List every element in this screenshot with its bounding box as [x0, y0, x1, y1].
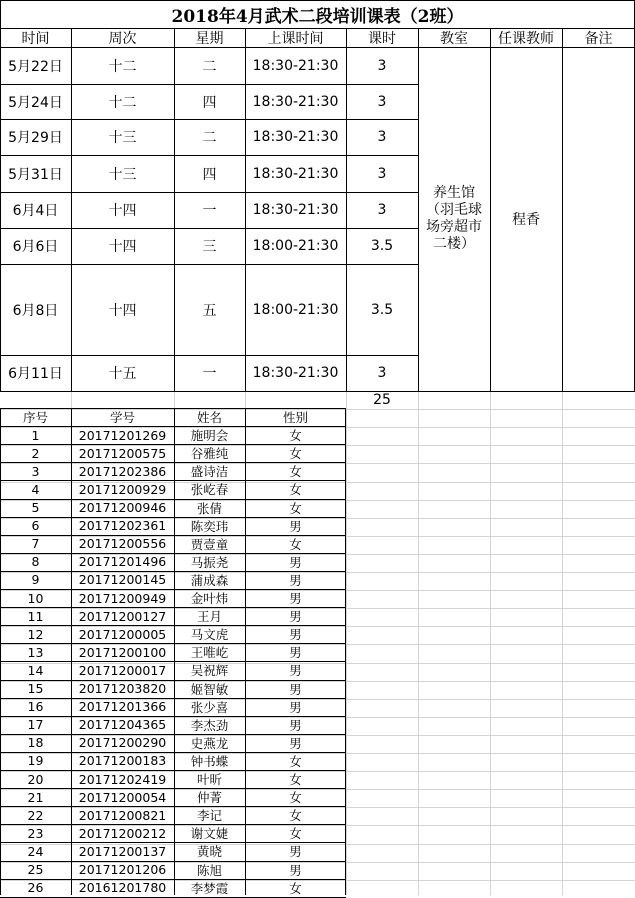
roster-cell-name: 金叶炜 — [190, 591, 229, 607]
roster-header-cell: 学号 — [109, 410, 135, 426]
roster-cell-id: 20171201269 — [78, 427, 167, 443]
roster-cell-id: 20171200100 — [78, 644, 167, 660]
roster-cell-no: 25 — [27, 862, 44, 878]
roster-cell-name: 吴祝辉 — [190, 663, 229, 679]
roster-cell-no: 18 — [27, 735, 44, 751]
roster-cell-gender: 女 — [289, 446, 302, 462]
roster-cell-name: 谢文婕 — [190, 826, 229, 842]
notes-cell — [562, 47, 635, 391]
roster-cell-id: 20171200005 — [78, 626, 167, 642]
schedule-cell-hours: 3.5 — [370, 238, 394, 254]
roster-cell-name: 王唯屹 — [190, 645, 229, 661]
schedule-cell-week: 十二 — [108, 94, 137, 111]
roster-cell-name: 李记 — [196, 808, 222, 824]
roster-cell-name: 李梦霞 — [190, 880, 229, 896]
roster-cell-gender: 男 — [289, 699, 302, 715]
schedule-cell-date: 6月8日 — [12, 302, 59, 319]
schedule-cell-date: 5月31日 — [8, 166, 63, 183]
roster-cell-gender: 女 — [289, 753, 302, 769]
roster-cell-gender: 女 — [289, 772, 302, 788]
roster-cell-gender: 男 — [289, 735, 302, 751]
roster-cell-name: 李杰劲 — [190, 717, 229, 733]
roster-cell-id: 20171200946 — [78, 500, 167, 516]
roster-cell-name: 仲菁 — [196, 790, 222, 806]
schedule-cell-date: 5月22日 — [8, 58, 63, 75]
roster-cell-id: 20171200137 — [78, 843, 167, 859]
schedule-cell-weekday: 一 — [202, 366, 217, 382]
schedule-cell-weekday: 四 — [202, 94, 217, 111]
schedule-cell-hours: 3 — [377, 202, 387, 218]
roster-cell-no: 22 — [27, 807, 44, 823]
teacher-cell: 程香 — [512, 212, 540, 228]
gridline — [562, 391, 563, 895]
roster-cell-name: 张少喜 — [190, 699, 229, 715]
roster-cell-id: 20171200212 — [78, 825, 167, 841]
schedule-cell-date: 5月29日 — [8, 130, 63, 146]
schedule-header-cell: 任课教师 — [498, 31, 554, 47]
schedule-cell-date: 5月24日 — [8, 94, 63, 111]
roster-cell-gender: 女 — [289, 464, 302, 480]
roster-cell-gender: 女 — [289, 536, 302, 552]
schedule-cell-hours: 3 — [377, 365, 387, 381]
schedule-cell-weekday: 一 — [202, 203, 217, 219]
schedule-cell-time: 18:30-21:30 — [252, 129, 339, 145]
roster-cell-id: 20161201780 — [78, 880, 167, 896]
roster-cell-no: 24 — [27, 843, 44, 859]
schedule-cell-weekday: 三 — [202, 239, 217, 255]
roster-cell-gender: 男 — [289, 645, 302, 661]
schedule-cell-week: 十四 — [108, 302, 137, 319]
roster-cell-no: 14 — [27, 662, 44, 678]
roster-cell-gender: 男 — [289, 717, 302, 733]
roster-cell-no: 17 — [27, 717, 44, 733]
roster-cell-no: 16 — [27, 699, 44, 715]
schedule-cell-week: 十三 — [108, 166, 137, 183]
schedule-header-cell: 周次 — [108, 31, 137, 47]
roster-cell-id: 20171202419 — [78, 771, 167, 787]
schedule-cell-weekday: 四 — [202, 166, 217, 183]
roster-cell-name: 谷雅纯 — [190, 446, 229, 462]
roster-cell-gender: 男 — [289, 844, 302, 860]
roster-cell-id: 20171200575 — [78, 445, 167, 461]
roster-cell-name: 陈旭 — [196, 862, 222, 878]
gridline — [346, 391, 347, 895]
schedule-header-cell: 教室 — [440, 31, 468, 47]
page-title: 2018年4月武术二段培训课表（2班） — [171, 7, 464, 27]
roster-cell-gender: 女 — [289, 428, 302, 444]
schedule-cell-week: 十四 — [108, 203, 137, 219]
total-hours-cell: 25 — [373, 392, 391, 408]
roster-cell-id: 20171204365 — [78, 717, 167, 733]
roster-cell-no: 20 — [27, 771, 44, 787]
roster-cell-gender: 女 — [289, 808, 302, 824]
roster-cell-no: 3 — [31, 463, 40, 479]
schedule-cell-week: 十二 — [108, 58, 137, 75]
roster-cell-id: 20171201206 — [78, 862, 167, 878]
schedule-cell-weekday: 二 — [202, 58, 217, 75]
gridline — [418, 391, 419, 895]
roster-cell-id: 20171202361 — [78, 518, 167, 534]
roster-cell-id: 20171200145 — [78, 572, 167, 588]
schedule-cell-hours: 3.5 — [370, 301, 394, 318]
schedule-cell-time: 18:00-21:30 — [252, 301, 339, 318]
roster-cell-gender: 男 — [289, 627, 302, 643]
roster-cell-id: 20171200949 — [78, 590, 167, 606]
roster-cell-gender: 男 — [289, 518, 302, 534]
roster-cell-name: 张倩 — [196, 500, 222, 516]
roster-cell-id: 20171203820 — [78, 681, 167, 697]
roster-cell-id: 20171200017 — [78, 662, 167, 678]
gridline — [490, 391, 491, 895]
roster-cell-id: 20171200821 — [78, 807, 167, 823]
roster-cell-gender: 女 — [289, 500, 302, 516]
roster-cell-gender: 男 — [289, 609, 302, 625]
roster-cell-no: 1 — [31, 427, 40, 443]
roster-cell-no: 13 — [27, 644, 44, 660]
roster-cell-gender: 女 — [289, 880, 302, 896]
schedule-cell-hours: 3 — [377, 93, 387, 110]
roster-cell-gender: 男 — [289, 681, 302, 697]
schedule-cell-time: 18:30-21:30 — [252, 365, 339, 381]
schedule-cell-week: 十五 — [108, 366, 137, 382]
roster-cell-id: 20171200556 — [78, 536, 167, 552]
roster-cell-no: 10 — [27, 590, 44, 606]
roster-header-cell: 序号 — [22, 410, 48, 426]
roster-cell-no: 12 — [27, 626, 44, 642]
classroom-cell: 养生馆（羽毛球场旁超市二楼） — [426, 185, 482, 252]
roster-header-cell: 姓名 — [196, 410, 222, 426]
schedule-cell-week: 十四 — [108, 239, 137, 255]
schedule-header-cell: 备注 — [584, 31, 613, 47]
roster-cell-name: 施明会 — [190, 428, 229, 444]
roster-cell-gender: 男 — [289, 862, 302, 878]
roster-cell-no: 6 — [31, 518, 40, 534]
schedule-cell-week: 十三 — [108, 130, 137, 146]
roster-cell-no: 11 — [27, 608, 44, 624]
roster-cell-name: 蒲成森 — [190, 572, 229, 588]
roster-cell-name: 陈奕玮 — [190, 518, 229, 534]
roster-cell-id: 20171200929 — [78, 481, 167, 497]
roster-cell-name: 盛诗洁 — [190, 464, 229, 480]
roster-cell-name: 史燕龙 — [190, 735, 229, 751]
roster-cell-name: 马文虎 — [190, 627, 229, 643]
roster-cell-no: 9 — [31, 572, 40, 588]
roster-cell-name: 王月 — [196, 609, 222, 625]
roster-cell-gender: 男 — [289, 663, 302, 679]
schedule-cell-time: 18:30-21:30 — [252, 165, 339, 182]
roster-cell-no: 7 — [31, 536, 40, 552]
roster-cell-id: 20171201496 — [78, 554, 167, 570]
schedule-cell-hours: 3 — [377, 129, 387, 145]
schedule-cell-date: 6月6日 — [12, 239, 59, 255]
roster-cell-gender: 男 — [289, 572, 302, 588]
schedule-cell-weekday: 五 — [202, 302, 217, 319]
roster-cell-id: 20171201366 — [78, 699, 167, 715]
schedule-cell-time: 18:00-21:30 — [252, 238, 339, 254]
schedule-header-cell: 上课时间 — [267, 31, 324, 47]
roster-cell-no: 21 — [27, 789, 44, 805]
roster-cell-gender: 女 — [289, 826, 302, 842]
schedule-header-cell: 课时 — [368, 31, 396, 47]
roster-cell-id: 20171202386 — [78, 463, 167, 479]
schedule-cell-time: 18:30-21:30 — [252, 202, 339, 218]
roster-cell-name: 叶昕 — [196, 772, 222, 788]
roster-cell-name: 黄晓 — [196, 844, 222, 860]
schedule-header-cell: 时间 — [21, 31, 50, 47]
roster-cell-gender: 男 — [289, 591, 302, 607]
schedule-cell-hours: 3 — [377, 57, 387, 74]
roster-cell-name: 张屹春 — [190, 482, 229, 498]
roster-cell-name: 马振尧 — [190, 554, 229, 570]
roster-cell-no: 15 — [27, 681, 44, 697]
roster-cell-no: 4 — [31, 481, 40, 497]
roster-cell-id: 20171200054 — [78, 789, 167, 805]
roster-cell-no: 8 — [31, 554, 40, 570]
roster-cell-no: 19 — [27, 753, 44, 769]
schedule-cell-time: 18:30-21:30 — [252, 93, 339, 110]
roster-cell-no: 2 — [31, 445, 40, 461]
border — [418, 391, 635, 392]
roster-cell-no: 23 — [27, 825, 44, 841]
roster-cell-name: 贾壹童 — [190, 536, 229, 552]
roster-cell-gender: 女 — [289, 482, 302, 498]
roster-cell-no: 5 — [31, 500, 40, 516]
roster-cell-no: 26 — [27, 880, 44, 896]
roster-cell-id: 20171200290 — [78, 735, 167, 751]
schedule-cell-date: 6月4日 — [12, 203, 59, 219]
roster-cell-gender: 女 — [289, 790, 302, 806]
roster-cell-id: 20171200127 — [78, 608, 167, 624]
roster-cell-id: 20171200183 — [78, 753, 167, 769]
schedule-cell-time: 18:30-21:30 — [252, 57, 339, 74]
roster-cell-name: 姬智敏 — [190, 681, 229, 697]
roster-cell-gender: 男 — [289, 554, 302, 570]
schedule-cell-date: 6月11日 — [8, 366, 63, 382]
schedule-cell-weekday: 二 — [202, 130, 217, 146]
roster-cell-name: 钟书蝶 — [190, 753, 229, 769]
schedule-cell-hours: 3 — [377, 165, 387, 182]
roster-header-cell: 性别 — [282, 410, 308, 426]
schedule-header-cell: 星期 — [195, 31, 224, 47]
